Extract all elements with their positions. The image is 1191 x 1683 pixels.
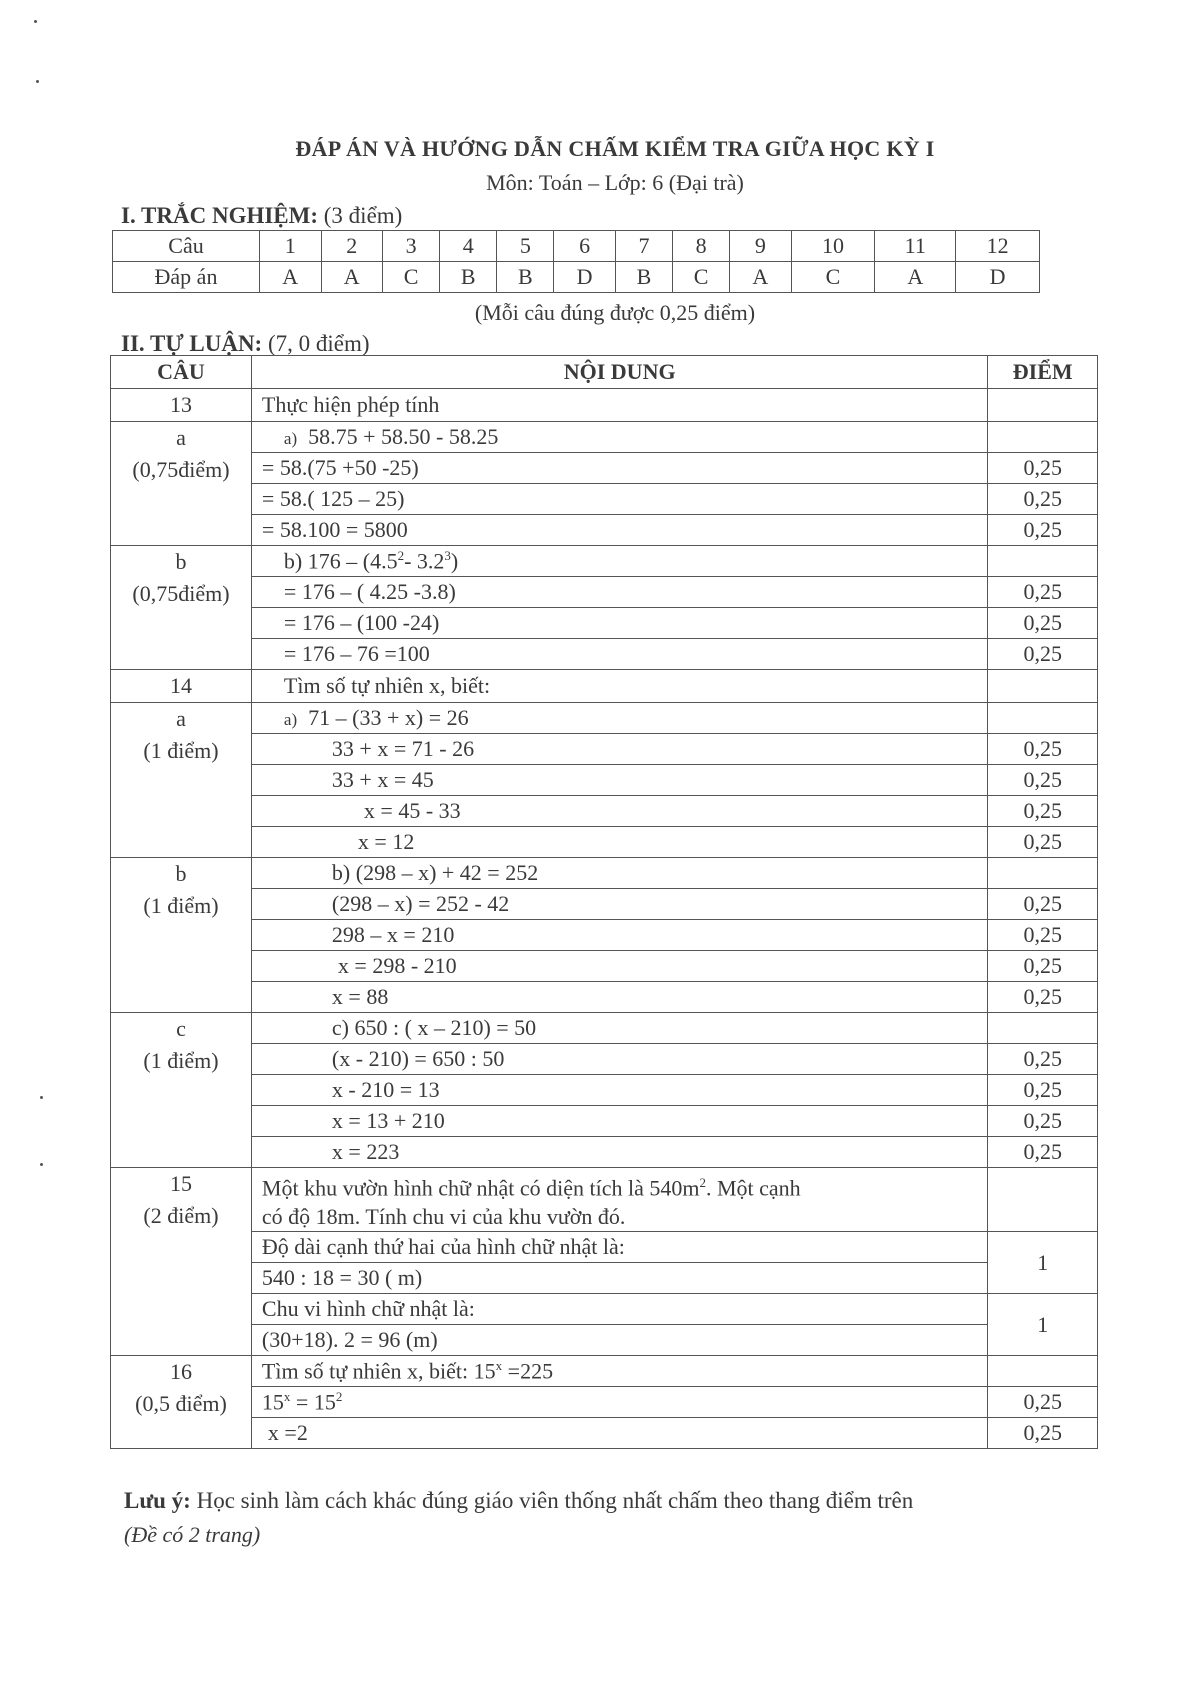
row-score <box>988 1356 1098 1387</box>
expression: ) <box>450 548 459 574</box>
row-content: c) 650 : ( x – 210) = 50 <box>251 1013 987 1044</box>
exponent: 3 <box>444 547 451 563</box>
row-content: Tìm số tự nhiên x, biết: <box>251 670 987 703</box>
answer-cell: D <box>956 262 1040 293</box>
table-row <box>111 546 1098 577</box>
row-score: 0,25 <box>988 608 1098 639</box>
section-title: I. TRẮC NGHIỆM: <box>121 203 319 228</box>
table-row <box>111 1044 1098 1075</box>
row-content: x = 45 - 33 <box>251 796 987 827</box>
multiple-choice-answer-table <box>112 230 1040 293</box>
row-score <box>988 1013 1098 1044</box>
table-row <box>111 1387 1098 1418</box>
table-row <box>111 1106 1098 1137</box>
table-row <box>111 1263 1098 1294</box>
row-content: = 58.100 = 5800 <box>251 515 987 546</box>
column-header-noi-dung: NỘI DUNG <box>251 356 987 389</box>
question-points: (1 điểm) <box>143 1048 219 1073</box>
table-row <box>111 858 1098 889</box>
row-content <box>251 422 987 453</box>
answer-cell: C <box>673 262 730 293</box>
question-number: 11 <box>875 231 956 262</box>
row-score: 0,25 <box>988 827 1098 858</box>
row-label: Đáp án <box>113 262 260 293</box>
table-row <box>111 765 1098 796</box>
row-content <box>251 1356 987 1387</box>
table-row <box>111 389 1098 422</box>
table-row <box>111 1168 1098 1232</box>
question-points: (1 điểm) <box>143 893 219 918</box>
question-label <box>111 858 252 1013</box>
question-label <box>111 1013 252 1168</box>
row-content <box>251 1387 987 1418</box>
row-content <box>251 1168 987 1232</box>
table-row <box>111 1137 1098 1168</box>
row-content: x = 12 <box>251 827 987 858</box>
expression: 71 – (33 + x) = 26 <box>308 705 469 730</box>
table-row <box>111 453 1098 484</box>
row-score <box>988 1168 1098 1232</box>
question-number: 6 <box>554 231 616 262</box>
row-content: 33 + x = 45 <box>251 765 987 796</box>
essay-grading-table <box>110 355 1098 1449</box>
question-label <box>111 703 252 858</box>
exponent: 2 <box>699 1175 706 1190</box>
question-number: 4 <box>440 231 497 262</box>
question-part: a <box>176 706 186 731</box>
question-part: a <box>176 425 186 450</box>
row-score: 0,25 <box>988 453 1098 484</box>
note-label: Lưu ý: <box>124 1488 191 1513</box>
scan-speck <box>36 80 39 83</box>
row-content: x = 13 + 210 <box>251 1106 987 1137</box>
row-content: = 176 – 76 =100 <box>251 639 987 670</box>
question-points: (1 điểm) <box>143 738 219 763</box>
row-content: b) (298 – x) + 42 = 252 <box>251 858 987 889</box>
question-number: 2 <box>321 231 383 262</box>
section-multiple-choice-heading <box>121 203 402 229</box>
column-header-diem: ĐIỂM <box>988 356 1098 389</box>
row-score: 0,25 <box>988 765 1098 796</box>
question-number: 13 <box>111 389 252 422</box>
row-score <box>988 546 1098 577</box>
row-content: (298 – x) = 252 - 42 <box>251 889 987 920</box>
table-row <box>111 920 1098 951</box>
row-score <box>988 670 1098 703</box>
row-score: 0,25 <box>988 920 1098 951</box>
row-score: 0,25 <box>988 734 1098 765</box>
row-score: 0,25 <box>988 577 1098 608</box>
row-score: 0,25 <box>988 1106 1098 1137</box>
question-number: 7 <box>615 231 672 262</box>
question-points: (0,75điểm) <box>132 457 230 482</box>
answer-cell: A <box>321 262 383 293</box>
expression: 58.75 + 58.50 - 58.25 <box>308 424 499 449</box>
document-title: ĐÁP ÁN VÀ HƯỚNG DẪN CHẤM KIỂM TRA GIỮA HỌC KỲ I <box>295 136 935 161</box>
question-number: 10 <box>791 231 875 262</box>
question-number-row <box>113 231 1040 262</box>
question-label <box>111 1168 252 1356</box>
problem-text: Một khu vườn hình chữ nhật có diện tích là 540m <box>261 1175 700 1201</box>
table-row <box>111 1294 1098 1325</box>
answer-cell: C <box>791 262 875 293</box>
table-row <box>111 422 1098 453</box>
row-score: 0,25 <box>988 1387 1098 1418</box>
exponent: x <box>283 1389 291 1405</box>
answer-cell: C <box>383 262 440 293</box>
row-content: 540 : 18 = 30 ( m) <box>251 1263 987 1294</box>
section-points: (3 điểm) <box>323 203 403 228</box>
table-row <box>111 1356 1098 1387</box>
table-header-row <box>111 356 1098 389</box>
problem-text: Tìm số tự nhiên x, biết: 15 <box>261 1358 496 1384</box>
table-row <box>111 734 1098 765</box>
row-score: 0,25 <box>988 1418 1098 1449</box>
answer-cell: A <box>730 262 792 293</box>
table-row <box>111 1075 1098 1106</box>
question-number: 15 <box>169 1171 192 1196</box>
question-number: 1 <box>260 231 322 262</box>
row-score: 0,25 <box>988 484 1098 515</box>
row-score: 0,25 <box>988 515 1098 546</box>
row-score <box>988 703 1098 734</box>
row-score <box>988 858 1098 889</box>
expression: 15 <box>261 1389 284 1415</box>
row-score: 0,25 <box>988 1075 1098 1106</box>
row-content: = 58.( 125 – 25) <box>251 484 987 515</box>
column-header-cau: CÂU <box>111 356 252 389</box>
question-number: 12 <box>956 231 1040 262</box>
question-number: 16 <box>169 1359 192 1385</box>
table-row <box>111 951 1098 982</box>
row-score: 1 <box>988 1294 1098 1356</box>
problem-text: có độ 18m. Tính chu vi của khu vườn đó. <box>261 1204 626 1230</box>
row-score: 1 <box>988 1232 1098 1294</box>
row-content: (x - 210) = 650 : 50 <box>251 1044 987 1075</box>
grading-note <box>124 1488 913 1514</box>
answer-row <box>113 262 1040 293</box>
scan-speck <box>34 20 37 23</box>
question-number: 8 <box>673 231 730 262</box>
row-content: Chu vi hình chữ nhật là: <box>251 1294 987 1325</box>
problem-text: =225 <box>502 1358 554 1384</box>
row-content: = 176 – ( 4.25 -3.8) <box>251 577 987 608</box>
exponent: 2 <box>335 1389 343 1405</box>
row-content: Thực hiện phép tính <box>251 389 987 422</box>
question-label <box>111 1356 252 1449</box>
answer-cell: B <box>497 262 554 293</box>
note-text: Học sinh làm cách khác đúng giáo viên thống nhất chấm theo thang điểm trên <box>190 1488 914 1513</box>
row-content: 298 – x = 210 <box>251 920 987 951</box>
table-row <box>111 608 1098 639</box>
exponent: 2 <box>397 547 405 563</box>
row-score: 0,25 <box>988 639 1098 670</box>
row-label: Câu <box>113 231 260 262</box>
scan-speck <box>40 1163 43 1166</box>
row-content <box>251 703 987 734</box>
table-row <box>111 1418 1098 1449</box>
question-number: 5 <box>497 231 554 262</box>
question-part: c <box>176 1016 186 1041</box>
document-subtitle: Môn: Toán – Lớp: 6 (Đại trà) <box>486 170 744 195</box>
row-score: 0,25 <box>988 982 1098 1013</box>
row-content: x = 88 <box>251 982 987 1013</box>
row-content: x = 298 - 210 <box>251 951 987 982</box>
exponent: x <box>495 1358 503 1374</box>
row-score: 0,25 <box>988 889 1098 920</box>
page-count-note: (Đề có 2 trang) <box>124 1522 261 1547</box>
row-content: x =2 <box>251 1418 987 1449</box>
table-row <box>111 982 1098 1013</box>
row-score <box>988 422 1098 453</box>
section-essay-heading <box>121 331 370 357</box>
table-row <box>111 827 1098 858</box>
answer-cell: B <box>440 262 497 293</box>
section-points: (7, 0 điểm) <box>267 331 370 356</box>
table-row <box>111 1232 1098 1263</box>
question-number: 14 <box>111 670 252 703</box>
table-row <box>111 889 1098 920</box>
problem-text: . Một cạnh <box>705 1175 801 1201</box>
expression: - 3.2 <box>404 548 445 574</box>
question-points: (0,5 điểm) <box>135 1391 227 1417</box>
question-points: (0,75điểm) <box>132 581 230 606</box>
expression: = 15 <box>290 1389 336 1415</box>
row-content: = 58.(75 +50 -25) <box>251 453 987 484</box>
row-content: = 176 – (100 -24) <box>251 608 987 639</box>
row-score: 0,25 <box>988 951 1098 982</box>
table-row <box>111 796 1098 827</box>
section-title: II. TỰ LUẬN: <box>121 331 263 356</box>
question-part: b <box>175 549 187 574</box>
multiple-choice-scoring-note: (Mỗi câu đúng được 0,25 điểm) <box>474 300 756 325</box>
answer-cell: D <box>554 262 616 293</box>
table-row <box>111 670 1098 703</box>
table-row <box>111 577 1098 608</box>
question-label <box>111 422 252 546</box>
question-label <box>111 546 252 670</box>
table-row <box>111 515 1098 546</box>
expression: b) 176 – (4.5 <box>283 548 398 574</box>
row-content: x = 223 <box>251 1137 987 1168</box>
row-score: 0,25 <box>988 796 1098 827</box>
row-content: 33 + x = 71 - 26 <box>251 734 987 765</box>
row-content: Độ dài cạnh thứ hai của hình chữ nhật là: <box>251 1232 987 1263</box>
row-content <box>251 546 987 577</box>
table-row <box>111 1013 1098 1044</box>
answer-cell: B <box>615 262 672 293</box>
answer-cell: A <box>875 262 956 293</box>
table-row <box>111 703 1098 734</box>
row-score: 0,25 <box>988 1044 1098 1075</box>
scan-speck <box>40 1096 43 1099</box>
row-score: 0,25 <box>988 1137 1098 1168</box>
part-marker: a) <box>283 710 298 729</box>
row-content: x - 210 = 13 <box>251 1075 987 1106</box>
row-score <box>988 389 1098 422</box>
answer-cell: A <box>260 262 322 293</box>
part-marker: a) <box>283 429 298 448</box>
question-points: (2 điểm) <box>143 1203 219 1228</box>
question-number: 9 <box>730 231 792 262</box>
question-part: b <box>175 861 187 886</box>
row-content: (30+18). 2 = 96 (m) <box>251 1325 987 1356</box>
question-number: 3 <box>383 231 440 262</box>
table-row <box>111 1325 1098 1356</box>
table-row <box>111 639 1098 670</box>
table-row <box>111 484 1098 515</box>
